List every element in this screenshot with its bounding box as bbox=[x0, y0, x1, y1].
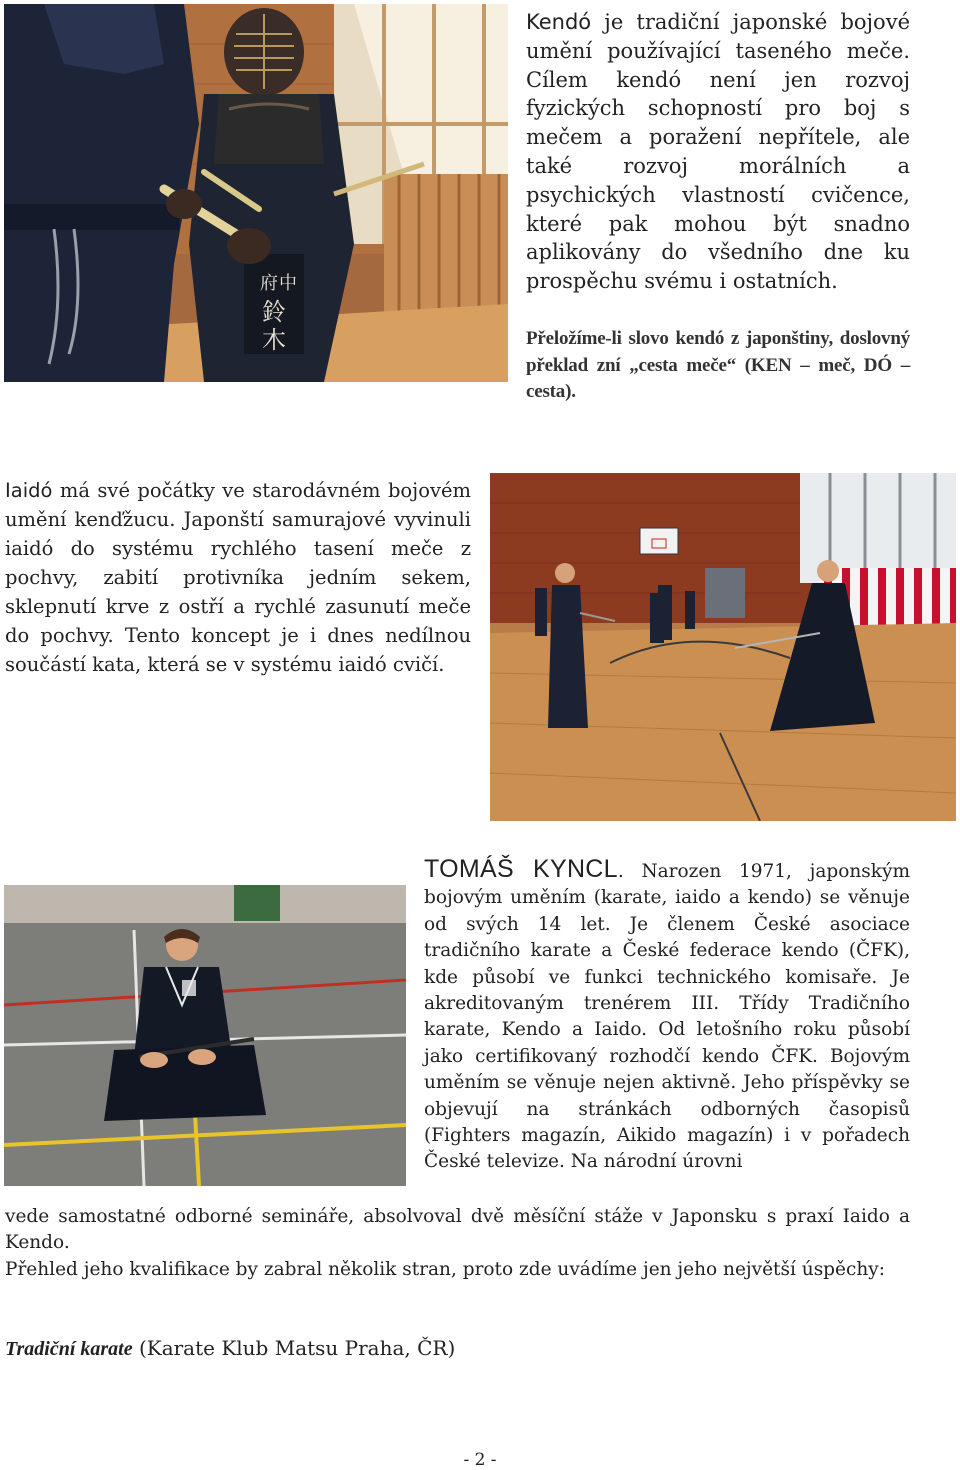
tare-name-text: 府 bbox=[260, 273, 278, 294]
kendo-paragraph bbox=[526, 8, 910, 296]
bio-continuation-text: vede samostatné odborné semináře, absolvoval dvě měsíční stáže v Japonsku s praxí Iaido a Kendo. bbox=[5, 1206, 910, 1254]
svg-text:木: 木 bbox=[262, 326, 286, 354]
karate-lead: Tradiční karate bbox=[5, 1338, 133, 1360]
iaido-gym-photo bbox=[490, 473, 956, 821]
bio-name: TOMÁŠ KYNCL bbox=[424, 855, 618, 883]
qualifications-paragraph bbox=[5, 1257, 910, 1283]
karate-heading bbox=[5, 1334, 455, 1363]
kendo-sparring-photo bbox=[4, 4, 508, 382]
svg-text:鈴: 鈴 bbox=[262, 298, 286, 326]
karate-text: (Karate Klub Matsu Praha, ČR) bbox=[132, 1336, 456, 1360]
iaido-paragraph bbox=[5, 476, 471, 679]
qualifications-text: Přehled jeho kvalifikace by zabral několik stran, proto zde uvádíme jen jeho největší úspěchy: bbox=[5, 1259, 885, 1280]
bio-continuation bbox=[5, 1204, 910, 1257]
kendo-lead: Kendó bbox=[526, 10, 592, 34]
iaido-text: má své počátky ve starodávném bojovém umění kenďžucu. Japonští samurajové vyvinuli iaidó do systému rychlého tasení meče z pochvy, zabití protivníka jedním sekem, sklepnutí krve z ostří a rychlé zasunutí meče do pochvy. Tento koncept je i dnes nedílnou součástí kata, která se v systému iaidó cvičí. bbox=[5, 479, 471, 676]
iaido-lead: Iaidó bbox=[5, 479, 53, 502]
portrait-photo bbox=[4, 885, 406, 1186]
bio-paragraph bbox=[424, 856, 910, 1176]
translation-text: Přeložíme-li slovo kendó z japonštiny, doslovný překlad zní „cesta meče“ (KEN – meč, DÓ – cesta). bbox=[526, 328, 910, 402]
bio-text: . Narozen 1971, japonským bojovým uměním (karate, iaido a kendo) se věnuje od svých 14 let. Je členem České asociace tradičního karate a České federace kendo (ČFK), kde působí ve funkci technického komisaře. Je akreditovaným trenérem III. Třídy Tradičního karate, Kendo a Iaido. Od letošního roku působí jako certifikovaný rozhodčí kendo ČFK. Bojovým uměním se věnuje nejen aktivně. Jeho příspěvky se objevují na stránkách odborných časopisů (Fighters magazín, Aikido magazín) i v pořadech České televize. Na národní úrovni bbox=[424, 861, 910, 1173]
translation-paragraph bbox=[526, 326, 910, 406]
svg-text:中: 中 bbox=[279, 273, 297, 294]
kendo-text: je tradiční japonské bojové umění používající taseného meče. Cílem kendó není jen rozvoj fyzických schopností pro boj s mečem a poražení nepřítele, ale také rozvoj morálních a psychických vlastností cvičence, které pak mohou být snadno aplikovány do všedního dne ku prospěchu svému i ostatních. bbox=[526, 10, 910, 294]
page-number: - 2 - bbox=[463, 1450, 497, 1470]
